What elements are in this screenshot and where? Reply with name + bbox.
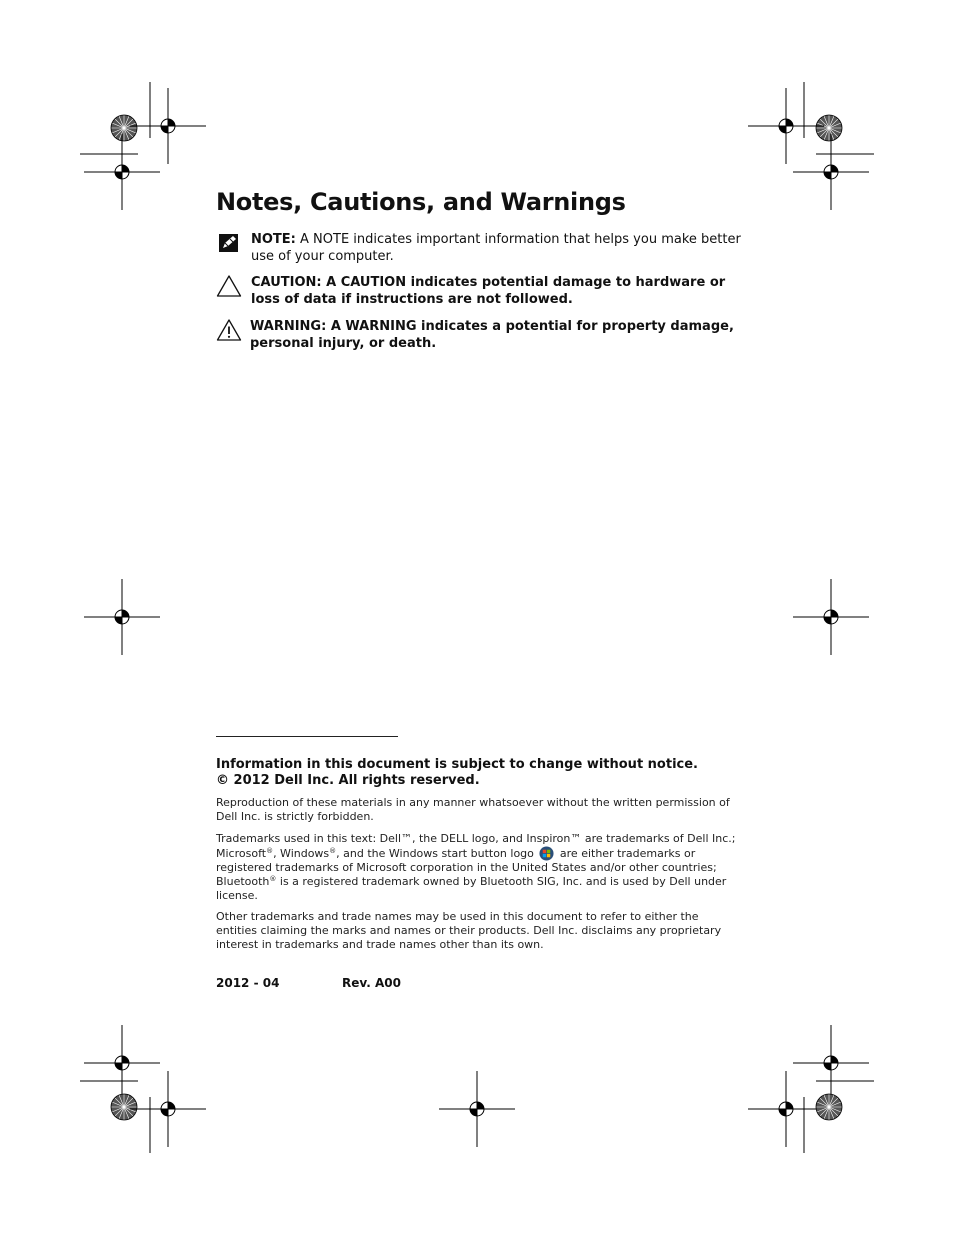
registration-star-mark: [816, 1094, 842, 1120]
registration-target-mark: [84, 1025, 160, 1101]
registration-target-mark: [793, 579, 869, 655]
copyright-line: © 2012 Dell Inc. All rights reserved.: [216, 773, 480, 788]
reproduction-paragraph: Reproduction of these materials in any manner whatsoever without the written permission of Dell Inc. is strictly forbidden.: [216, 796, 730, 823]
trademarks-text: are either trademarks or registered trademarks of Microsoft corporation in the United States and/or other countries; Bluetooth: [216, 847, 717, 888]
registration-target-mark: [84, 134, 160, 210]
note-text: [251, 231, 741, 265]
registration-target-mark: [748, 88, 824, 164]
registered-mark: ®: [329, 847, 337, 855]
trademarks-text: , Windows: [273, 847, 330, 860]
registered-mark: ®: [266, 847, 274, 855]
registered-mark: ®: [269, 875, 277, 883]
registration-target-mark: [793, 1025, 869, 1101]
registration-star-mark: [111, 1094, 137, 1120]
footnote-divider: [216, 736, 398, 737]
warning-exclamation-icon: [216, 318, 242, 342]
page-title: Notes, Cautions, and Warnings: [216, 188, 626, 216]
registration-target-mark: [793, 134, 869, 210]
windows-start-button-icon: [539, 846, 554, 861]
registration-target-mark: [439, 1071, 515, 1147]
registration-target-mark: [748, 1071, 824, 1147]
caution-text: CAUTION: A CAUTION indicates potential damage to hardware or loss of data if instructions are not followed.: [251, 275, 726, 307]
trademarks-text: Trademarks used in this text: Dell™, the DELL logo, and Inspiron™ are trademarks of Dell Inc.; Microsoft: [216, 832, 736, 860]
other-trademarks-paragraph: Other trademarks and trade names may be used in this document to refer to either the entities claiming the marks and names or their products. Dell Inc. disclaims any proprietary interest in trademarks and trade names other than its own.: [216, 910, 722, 951]
registration-target-mark: [130, 88, 206, 164]
note-pencil-icon: [216, 231, 242, 255]
change-notice: [216, 757, 746, 789]
note-label: NOTE:: [251, 232, 296, 247]
change-notice-line: Information in this document is subject to change without notice.: [216, 757, 698, 772]
warning-text: WARNING: A WARNING indicates a potential for property damage, personal injury, or death.: [250, 319, 734, 351]
publication-date: 2012 - 04: [216, 976, 280, 990]
registration-star-mark: [816, 115, 842, 141]
trademarks-text: is a registered trademark owned by Bluetooth SIG, Inc. and is used by Dell under license.: [216, 875, 727, 902]
trademarks-text: , and the Windows start button logo: [336, 847, 534, 860]
registration-target-mark: [130, 1071, 206, 1147]
revision-number: Rev. A00: [342, 976, 401, 990]
registration-star-mark: [111, 115, 137, 141]
note-body: A NOTE indicates important information that helps you make better use of your computer.: [251, 232, 741, 264]
caution-triangle-icon: [216, 274, 242, 298]
registration-target-mark: [84, 579, 160, 655]
trademarks-paragraph: [216, 832, 741, 903]
